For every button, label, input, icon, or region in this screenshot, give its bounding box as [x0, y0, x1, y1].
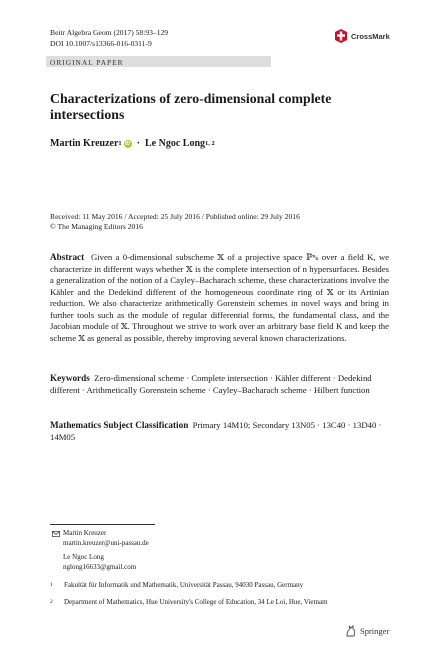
publication-dates	[50, 212, 300, 232]
msc-text: Primary 14M10; Secondary 13N05 · 13C40 · 13D40 · 14M05	[50, 420, 382, 442]
journal-info	[50, 28, 168, 49]
paper-type: ORIGINAL PAPER	[50, 57, 124, 67]
author-name[interactable]: Le Ngoc Long	[145, 138, 205, 149]
affiliation-text: Fakultät für Informatik und Mathematik, Universität Passau, 94030 Passau, Germany	[64, 581, 304, 589]
contact-name: Le Ngoc Long	[63, 553, 104, 561]
contact-entry	[63, 553, 136, 572]
springer-horse-icon	[345, 625, 356, 637]
crossmark-label: CrossMark	[351, 31, 390, 41]
msc-heading: Mathematics Subject Classification	[50, 420, 189, 430]
author-list	[50, 138, 215, 149]
keywords-text: Zero-dimensional scheme · Complete intersection · Kähler different · Dedekind different · Arithmetically Gorenstein scheme · Cayley–Bacharach scheme · Hilbert function	[50, 373, 372, 395]
publisher-name: Springer	[360, 626, 390, 636]
article-title: Characterizations of zero-dimensional complete intersections	[50, 91, 332, 122]
history-dates: Received: 11 May 2016 / Accepted: 25 July 2016 / Published online: 29 July 2016	[50, 212, 300, 221]
abstract-text: Given a 0-dimensional subscheme 𝕏 of a projective space ℙⁿₖ over a field K, we characterize in different ways whether 𝕏 is the complete intersection of n hypersurfaces. Besides a generalization of the notion of a Cayley–Bacharach scheme, these characterizations involve the Kähler and the Dedekind different of the homogeneous coordinate ring of 𝕏 or its Artinian reduction. We also characterize arithmetically Gorenstein schemes in novel ways and bring in further tools such as the module of regular differential forms, the fundamental class, and the Jacobian module of 𝕏. Throughout we strive to work over an arbitrary base field K and keep the scheme 𝕏 as general as possible, thereby improving several known characterizations.	[50, 252, 390, 343]
abstract	[50, 252, 389, 344]
journal-doi[interactable]: DOI 10.1007/s13366-016-0311-9	[50, 38, 152, 48]
affiliation-number: 1	[50, 582, 53, 588]
affiliation	[50, 581, 303, 591]
crossmark-icon	[334, 28, 348, 44]
envelope-icon	[52, 531, 60, 537]
affiliation-ref: 1, 2	[205, 140, 215, 147]
copyright: © The Managing Editors 2016	[50, 222, 143, 231]
keywords-heading: Keywords	[50, 373, 90, 383]
author-separator: ·	[136, 138, 140, 149]
footnote-rule	[50, 524, 155, 525]
author-name[interactable]: Martin Kreuzer	[50, 138, 119, 149]
contact-email[interactable]: martin.kreuzer@uni-passau.de	[63, 538, 149, 547]
contact-entry	[63, 529, 149, 548]
affiliation-number: 2	[50, 599, 53, 605]
msc-classification	[50, 420, 389, 443]
affiliation	[50, 598, 328, 608]
orcid-icon[interactable]: iD	[125, 140, 131, 147]
keywords	[50, 373, 389, 396]
contact-email[interactable]: nglong16633@gmail.com	[63, 562, 137, 571]
affiliation-text: Department of Mathematics, Hue University's College of Education, 34 Le Loi, Hue, Vietnam	[64, 598, 328, 606]
crossmark-badge[interactable]	[334, 28, 390, 44]
publisher-logo	[345, 625, 389, 637]
contact-name: Martin Kreuzer	[63, 529, 107, 537]
affiliation-ref: 1	[118, 140, 122, 147]
journal-citation: Beitr Algebra Geom (2017) 58:93–129	[50, 28, 169, 37]
abstract-heading: Abstract	[50, 252, 85, 262]
